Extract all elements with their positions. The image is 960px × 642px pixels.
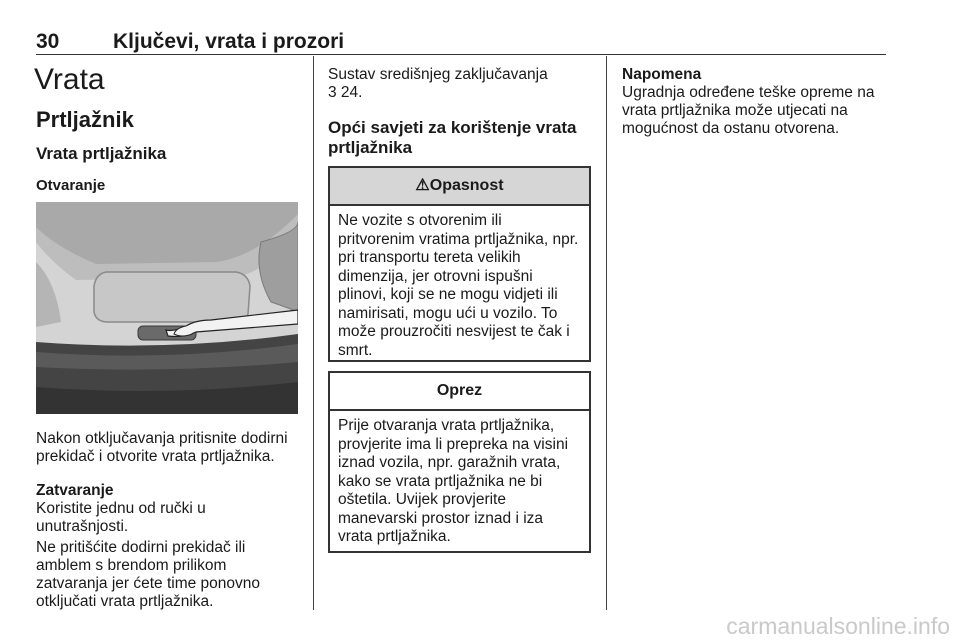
page-reference[interactable]: 3 24. [328,84,363,101]
close-instructions-2: Ne pritišćite dodirni prekidač ili amblem s brendom prilikom zatvaranja jer ćete time ponovno otključati vrata prtljažnika. [36,539,261,610]
caution-box [328,371,591,553]
tailgate-illustration [36,202,298,414]
general-advice-heading: Opći savjeti za korištenje vrata prtljažnika [328,118,577,157]
caution-text: Prije otvaranja vrata prtljažnika, provjerite ima li prepreka na visini iznad vozila, npr. garažnih vrata, kako se vrata prtljažnika ne bi oštetila. Uvijek provjerite manevarski prostor iznad i iza vrata prtljažnika. [338,417,569,545]
chapter-title: Ključevi, vrata i prozori [113,30,345,53]
watermark: carmanualsonline.info [726,613,950,639]
subsection-heading: Prtljažnik [36,107,134,132]
danger-text: Ne vozite s otvorenim ili pritvorenim vratima prtljažnika, npr. pri transportu tereta velikih dimenzija, jer otrovni ispušni plinovi, koji se ne mogu vidjeti ili namirisati, mogu ući u vozilo. To može prouzročiti nesvijest te čak i smrt. [338,212,579,359]
note-text: Ugradnja određene teške opreme na vrata prtljažnika može utjecati na mogućnost da ostanu otvorena. [622,84,875,137]
danger-box-header [330,168,589,206]
close-instructions-1: Koristite jednu od ručki u unutrašnjosti. [36,500,206,535]
intro-text-line: Sustav središnjeg zaključavanja [328,66,548,83]
sub-subsection-heading: Vrata prtljažnika [36,144,167,163]
warning-triangle-icon: ⚠ [415,177,430,194]
danger-title: Opasnost [429,177,504,194]
header-divider [36,54,886,55]
column-divider-1 [313,56,314,610]
danger-box [328,166,591,362]
note-title: Napomena [622,66,702,83]
heading-otvaranje: Otvaranje [36,177,106,194]
caution-title: Oprez [330,373,589,411]
column-divider-2 [606,56,607,610]
section-heading-vrata: Vrata [34,63,105,96]
intro-text [328,66,588,102]
heading-zatvaranje: Zatvaranje [36,482,114,499]
page-number: 30 [36,30,60,53]
tailgate-figure [36,202,298,414]
open-instructions: Nakon otključavanja pritisnite dodirni prekidač i otvorite vrata prtljažnika. [36,430,288,465]
